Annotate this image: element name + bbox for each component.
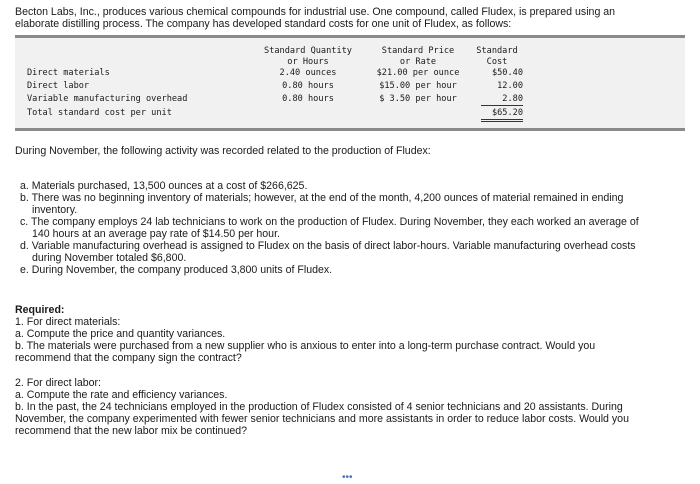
header-price-line2: or Rate — [399, 57, 437, 67]
row-cost: 12.00 — [497, 81, 523, 91]
row-price: $15.00 per hour — [379, 81, 457, 91]
header-cost-line2: Cost — [486, 57, 508, 67]
required-part1b-cont: recommend that the company sign the contract? — [15, 352, 242, 364]
required-part1: 1. For direct materials: — [15, 316, 121, 328]
row-price: $ 3.50 per hour — [379, 94, 457, 104]
required-part2b-cont2: recommend that the new labor mix be continued? — [15, 425, 248, 437]
required-part1a: a. Compute the price and quantity variances. — [15, 328, 226, 340]
row-label: Direct materials — [27, 68, 110, 78]
activity-list — [20, 180, 690, 276]
row-price: $21.00 per ounce — [376, 68, 460, 78]
required-part2: 2. For direct labor: — [15, 377, 101, 389]
activity-item-b-cont: inventory. — [32, 204, 78, 216]
header-cost — [469, 46, 525, 68]
header-qty — [258, 46, 358, 68]
required-part1b: b. The materials were purchased from a new supplier who is anxious to enter into a long-term purchase contract. Would you — [15, 340, 596, 352]
header-price-line1: Standard Price — [381, 46, 455, 56]
activity-item-e: e. During November, the company produced 3,800 units of Fludex. — [20, 264, 333, 276]
intro-line: Becton Labs, Inc., produces various chemical compounds for industrial use. One compound, called Fludex, is prepared using an — [15, 6, 616, 18]
activity-intro: During November, the following activity was recorded related to the production of Fludex: — [15, 145, 431, 157]
header-qty-line2: or Hours — [287, 57, 329, 67]
required-heading: Required: — [15, 304, 65, 316]
activity-item-b: b. There was no beginning inventory of materials; however, at the end of the month, 4,200 ounces of material remained in ending — [20, 192, 624, 204]
activity-item-c: c. The company employs 24 lab technicians to work on the production of Fludex. During November, they each worked an average of — [20, 216, 639, 228]
more-dots-icon[interactable]: ••• — [342, 472, 353, 483]
activity-item-d-cont: during November totaled $6,800. — [32, 252, 187, 264]
activity-item-a: a. Materials purchased, 13,500 ounces at a cost of $266,625. — [20, 180, 308, 192]
required-part2-section — [15, 377, 695, 437]
row-label: Direct labor — [27, 81, 90, 91]
intro-line: elaborate distilling process. The company has developed standard costs for one unit of Fludex, as follows: — [15, 18, 512, 30]
standard-cost-table — [15, 35, 685, 131]
row-cost: 2.80 — [481, 94, 523, 106]
required-section — [15, 304, 695, 364]
activity-item-d: d. Variable manufacturing overhead is assigned to Fludex on the basis of direct labor-hours. Variable manufacturing overhead costs — [20, 240, 636, 252]
required-part2a: a. Compute the rate and efficiency variances. — [15, 389, 228, 401]
header-cost-line1: Standard — [476, 46, 518, 56]
row-qty: 0.80 hours — [282, 81, 334, 91]
header-qty-line1: Standard Quantity — [264, 46, 352, 56]
row-cost-total: $65.20 — [481, 108, 523, 122]
required-part2b-cont: November, the company experimented with fewer senior technicians and more assistants in order to reduce labor costs. Would you — [15, 413, 629, 425]
intro-paragraph — [15, 6, 687, 30]
row-label: Total standard cost per unit — [27, 108, 172, 118]
row-label: Variable manufacturing overhead — [27, 94, 188, 104]
header-price — [368, 46, 468, 68]
row-qty: 2.40 ounces — [279, 68, 337, 78]
activity-item-c-cont: 140 hours at an average pay rate of $14.50 per hour. — [32, 228, 280, 240]
required-part2b: b. In the past, the 24 technicians employed in the production of Fludex consisted of 4 senior technicians and 20 assistants. During — [15, 401, 623, 413]
row-qty: 0.80 hours — [282, 94, 334, 104]
row-cost: $50.40 — [491, 68, 523, 78]
